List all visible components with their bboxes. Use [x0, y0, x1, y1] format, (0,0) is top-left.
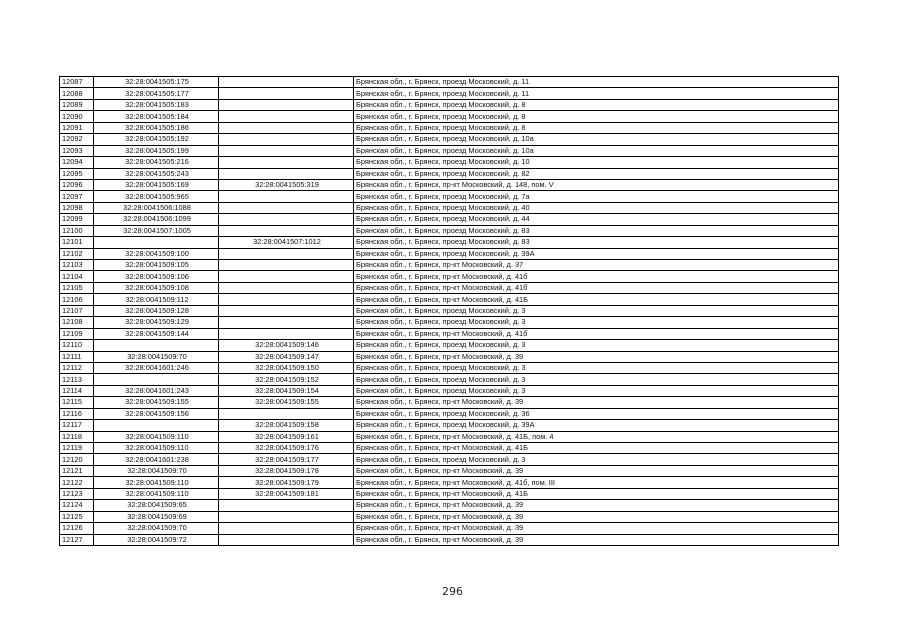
address-cell: Брянская обл., г. Брянск, проезд Московский, д. 8	[354, 111, 839, 122]
address-cell: Брянская обл., г. Брянск, пр-кт Московский, д. 39	[354, 523, 839, 534]
row-number-cell: 12108	[60, 317, 94, 328]
row-number-cell: 12091	[60, 122, 94, 133]
parent-cadastral-number-cell	[219, 202, 354, 213]
cadastral-number-cell: 32:28:0041505:177	[94, 88, 219, 99]
row-number-cell: 12089	[60, 99, 94, 110]
parent-cadastral-number-cell	[219, 511, 354, 522]
row-number-cell: 12114	[60, 385, 94, 396]
address-cell: Брянская обл., г. Брянск, проезд Московский, д. 3	[354, 317, 839, 328]
table-row	[60, 351, 839, 362]
table-row	[60, 523, 839, 534]
parent-cadastral-number-cell	[219, 500, 354, 511]
row-number-cell: 12088	[60, 88, 94, 99]
cadastral-number-cell: 32:28:0041509:70	[94, 523, 219, 534]
parent-cadastral-number-cell: 32:28:0041509:152	[219, 374, 354, 385]
cadastral-number-cell: 32:28:0041505:169	[94, 179, 219, 190]
table-row	[60, 534, 839, 545]
address-cell: Брянская обл., г. Брянск, пр-кт Московский, д. 39	[354, 511, 839, 522]
address-cell: Брянская обл., г. Брянск, пр-кт Московский, д. 41Б, пом. 4	[354, 431, 839, 442]
row-number-cell: 12109	[60, 328, 94, 339]
table-row	[60, 397, 839, 408]
table-row	[60, 157, 839, 168]
address-cell: Брянская обл., г. Брянск, проезд Московский, д. 3	[354, 362, 839, 373]
cadastral-number-cell: 32:28:0041509:72	[94, 534, 219, 545]
table-row	[60, 122, 839, 133]
parent-cadastral-number-cell: 32:28:0041509:155	[219, 397, 354, 408]
table-row	[60, 271, 839, 282]
parent-cadastral-number-cell: 32:28:0041509:146	[219, 340, 354, 351]
cadastral-number-cell: 32:28:0041509:110	[94, 488, 219, 499]
row-number-cell: 12095	[60, 168, 94, 179]
cadastral-number-cell: 32:28:0041509:110	[94, 431, 219, 442]
row-number-cell: 12110	[60, 340, 94, 351]
address-cell: Брянская обл., г. Брянск, проезд Московский, д. 8	[354, 122, 839, 133]
row-number-cell: 12123	[60, 488, 94, 499]
cadastral-number-cell	[94, 420, 219, 431]
table-row	[60, 465, 839, 476]
row-number-cell: 12097	[60, 191, 94, 202]
table-row	[60, 420, 839, 431]
parent-cadastral-number-cell	[219, 271, 354, 282]
cadastral-number-cell: 32:28:0041506:1088	[94, 202, 219, 213]
row-number-cell: 12103	[60, 260, 94, 271]
address-cell: Брянская обл., г. Брянск, проезд Московский, д. 3	[354, 385, 839, 396]
table-row	[60, 99, 839, 110]
row-number-cell: 12096	[60, 179, 94, 190]
cadastral-number-cell	[94, 374, 219, 385]
table-row	[60, 260, 839, 271]
table-row	[60, 237, 839, 248]
cadastral-number-cell: 32:28:0041509:105	[94, 260, 219, 271]
cadastral-number-cell: 32:28:0041509:144	[94, 328, 219, 339]
cadastral-number-cell: 32:28:0041505:184	[94, 111, 219, 122]
row-number-cell: 12126	[60, 523, 94, 534]
address-cell: Брянская обл., г. Брянск, проезд Московский, д. 3	[354, 454, 839, 465]
cadastral-number-cell: 32:28:0041509:110	[94, 477, 219, 488]
parent-cadastral-number-cell: 32:28:0041509:181	[219, 488, 354, 499]
table-row	[60, 443, 839, 454]
table-row	[60, 317, 839, 328]
table-row	[60, 294, 839, 305]
row-number-cell: 12094	[60, 157, 94, 168]
parent-cadastral-number-cell	[219, 168, 354, 179]
row-number-cell: 12111	[60, 351, 94, 362]
row-number-cell: 12098	[60, 202, 94, 213]
table-row	[60, 134, 839, 145]
cadastral-number-cell: 32:28:0041509:156	[94, 408, 219, 419]
table-row	[60, 362, 839, 373]
cadastral-number-cell: 32:28:0041509:129	[94, 317, 219, 328]
parent-cadastral-number-cell	[219, 408, 354, 419]
table-row	[60, 408, 839, 419]
cadastral-number-cell: 32:28:0041505:175	[94, 77, 219, 88]
table-row	[60, 431, 839, 442]
cadastral-number-cell: 32:28:0041509:110	[94, 443, 219, 454]
cadastral-number-cell: 32:28:0041601:246	[94, 362, 219, 373]
address-cell: Брянская обл., г. Брянск, пр-кт Московский, д. 41Б	[354, 294, 839, 305]
address-cell: Брянская обл., г. Брянск, пр-кт Московский, д. 41Б	[354, 488, 839, 499]
row-number-cell: 12093	[60, 145, 94, 156]
parent-cadastral-number-cell: 32:28:0041509:161	[219, 431, 354, 442]
parent-cadastral-number-cell	[219, 328, 354, 339]
address-cell: Брянская обл., г. Брянск, пр-кт Московский, д. 41б	[354, 328, 839, 339]
cadastral-table	[59, 76, 839, 546]
address-cell: Брянская обл., г. Брянск, проезд Московский, д. 3	[354, 374, 839, 385]
cadastral-number-cell: 32:28:0041506:1099	[94, 214, 219, 225]
parent-cadastral-number-cell	[219, 214, 354, 225]
address-cell: Брянская обл., г. Брянск, проезд Московский, д. 7а	[354, 191, 839, 202]
address-cell: Брянская обл., г. Брянск, проезд Московский, д. 83	[354, 237, 839, 248]
table-row	[60, 328, 839, 339]
address-cell: Брянская обл., г. Брянск, пр-кт Московский, д. 41б, пом. III	[354, 477, 839, 488]
table-row	[60, 374, 839, 385]
parent-cadastral-number-cell	[219, 99, 354, 110]
parent-cadastral-number-cell: 32:28:0041509:179	[219, 477, 354, 488]
row-number-cell: 12106	[60, 294, 94, 305]
parent-cadastral-number-cell: 32:28:0041509:178	[219, 465, 354, 476]
cadastral-number-cell: 32:28:0041509:100	[94, 248, 219, 259]
cadastral-number-cell: 32:28:0041509:70	[94, 465, 219, 476]
cadastral-number-cell	[94, 237, 219, 248]
parent-cadastral-number-cell: 32:28:0041509:150	[219, 362, 354, 373]
parent-cadastral-number-cell	[219, 191, 354, 202]
address-cell: Брянская обл., г. Брянск, проезд Московский, д. 39А	[354, 420, 839, 431]
row-number-cell: 12127	[60, 534, 94, 545]
parent-cadastral-number-cell	[219, 317, 354, 328]
address-cell: Брянская обл., г. Брянск, пр-кт Московский, д. 148, пом. V	[354, 179, 839, 190]
table-row	[60, 385, 839, 396]
cadastral-number-cell: 32:28:0041509:155	[94, 397, 219, 408]
cadastral-number-cell: 32:28:0041505:199	[94, 145, 219, 156]
parent-cadastral-number-cell	[219, 111, 354, 122]
parent-cadastral-number-cell	[219, 282, 354, 293]
page-number: 296	[442, 585, 463, 598]
cadastral-number-cell: 32:28:0041509:112	[94, 294, 219, 305]
cadastral-number-cell: 32:28:0041601:238	[94, 454, 219, 465]
cadastral-number-cell: 32:28:0041505:192	[94, 134, 219, 145]
address-cell: Брянская обл., г. Брянск, проезд Московский, д. 3	[354, 340, 839, 351]
cadastral-number-cell: 32:28:0041505:186	[94, 122, 219, 133]
table-row	[60, 168, 839, 179]
table-row	[60, 202, 839, 213]
row-number-cell: 12090	[60, 111, 94, 122]
parent-cadastral-number-cell	[219, 77, 354, 88]
row-number-cell: 12120	[60, 454, 94, 465]
cadastral-number-cell: 32:28:0041509:65	[94, 500, 219, 511]
address-cell: Брянская обл., г. Брянск, проезд Московский, д. 40	[354, 202, 839, 213]
address-cell: Брянская обл., г. Брянск, проезд Московский, д. 36	[354, 408, 839, 419]
table-row	[60, 191, 839, 202]
table-body	[60, 77, 839, 546]
row-number-cell: 12087	[60, 77, 94, 88]
address-cell: Брянская обл., г. Брянск, проезд Московский, д. 10а	[354, 145, 839, 156]
cadastral-number-cell: 32:28:0041505:965	[94, 191, 219, 202]
parent-cadastral-number-cell	[219, 534, 354, 545]
table-row	[60, 179, 839, 190]
row-number-cell: 12112	[60, 362, 94, 373]
parent-cadastral-number-cell	[219, 88, 354, 99]
table-row	[60, 511, 839, 522]
table-row	[60, 111, 839, 122]
address-cell: Брянская обл., г. Брянск, проезд Московский, д. 11	[354, 77, 839, 88]
parent-cadastral-number-cell: 32:28:0041507:1012	[219, 237, 354, 248]
table-row	[60, 77, 839, 88]
table-row	[60, 214, 839, 225]
address-cell: Брянская обл., г. Брянск, пр-кт Московский, д. 41Б	[354, 443, 839, 454]
row-number-cell: 12116	[60, 408, 94, 419]
address-cell: Брянская обл., г. Брянск, пр-кт Московский, д. 39	[354, 351, 839, 362]
parent-cadastral-number-cell	[219, 134, 354, 145]
parent-cadastral-number-cell: 32:28:0041509:177	[219, 454, 354, 465]
row-number-cell: 12100	[60, 225, 94, 236]
table-row	[60, 340, 839, 351]
table-row	[60, 477, 839, 488]
row-number-cell: 12117	[60, 420, 94, 431]
parent-cadastral-number-cell	[219, 225, 354, 236]
row-number-cell: 12092	[60, 134, 94, 145]
parent-cadastral-number-cell	[219, 523, 354, 534]
parent-cadastral-number-cell	[219, 122, 354, 133]
address-cell: Брянская обл., г. Брянск, пр-кт Московский, д. 39	[354, 500, 839, 511]
address-cell: Брянская обл., г. Брянск, проезд Московский, д. 10а	[354, 134, 839, 145]
cadastral-number-cell: 32:28:0041507:1005	[94, 225, 219, 236]
table-row	[60, 145, 839, 156]
row-number-cell: 12118	[60, 431, 94, 442]
parent-cadastral-number-cell: 32:28:0041509:147	[219, 351, 354, 362]
address-cell: Брянская обл., г. Брянск, проезд Московский, д. 44	[354, 214, 839, 225]
address-cell: Брянская обл., г. Брянск, пр-кт Московский, д. 39	[354, 534, 839, 545]
parent-cadastral-number-cell: 32:28:0041509:176	[219, 443, 354, 454]
row-number-cell: 12102	[60, 248, 94, 259]
row-number-cell: 12115	[60, 397, 94, 408]
parent-cadastral-number-cell: 32:28:0041509:154	[219, 385, 354, 396]
row-number-cell: 12099	[60, 214, 94, 225]
row-number-cell: 12104	[60, 271, 94, 282]
address-cell: Брянская обл., г. Брянск, проезд Московский, д. 83	[354, 225, 839, 236]
address-cell: Брянская обл., г. Брянск, проезд Московский, д. 82	[354, 168, 839, 179]
cadastral-number-cell: 32:28:0041505:183	[94, 99, 219, 110]
row-number-cell: 12107	[60, 305, 94, 316]
address-cell: Брянская обл., г. Брянск, проезд Московский, д. 8	[354, 99, 839, 110]
cadastral-number-cell: 32:28:0041509:106	[94, 271, 219, 282]
row-number-cell: 12125	[60, 511, 94, 522]
parent-cadastral-number-cell	[219, 248, 354, 259]
cadastral-number-cell: 32:28:0041505:216	[94, 157, 219, 168]
cadastral-number-cell: 32:28:0041509:128	[94, 305, 219, 316]
parent-cadastral-number-cell: 32:28:0041505:319	[219, 179, 354, 190]
address-cell: Брянская обл., г. Брянск, проезд Московский, д. 10	[354, 157, 839, 168]
table-row	[60, 225, 839, 236]
address-cell: Брянская обл., г. Брянск, пр-кт Московский, д. 37	[354, 260, 839, 271]
row-number-cell: 12113	[60, 374, 94, 385]
address-cell: Брянская обл., г. Брянск, пр-кт Московский, д. 39	[354, 397, 839, 408]
address-cell: Брянская обл., г. Брянск, проезд Московский, д. 39А	[354, 248, 839, 259]
row-number-cell: 12101	[60, 237, 94, 248]
parent-cadastral-number-cell	[219, 145, 354, 156]
cadastral-number-cell	[94, 340, 219, 351]
row-number-cell: 12105	[60, 282, 94, 293]
parent-cadastral-number-cell	[219, 157, 354, 168]
address-cell: Брянская обл., г. Брянск, проезд Московский, д. 3	[354, 305, 839, 316]
parent-cadastral-number-cell	[219, 294, 354, 305]
table-row	[60, 282, 839, 293]
table-row	[60, 248, 839, 259]
cadastral-number-cell: 32:28:0041509:70	[94, 351, 219, 362]
address-cell: Брянская обл., г. Брянск, проезд Московский, д. 11	[354, 88, 839, 99]
row-number-cell: 12121	[60, 465, 94, 476]
table-row	[60, 488, 839, 499]
address-cell: Брянская обл., г. Брянск, пр-кт Московский, д. 41б	[354, 282, 839, 293]
table-row	[60, 454, 839, 465]
cadastral-number-cell: 32:28:0041601:243	[94, 385, 219, 396]
cadastral-number-cell: 32:28:0041509:108	[94, 282, 219, 293]
parent-cadastral-number-cell	[219, 260, 354, 271]
parent-cadastral-number-cell	[219, 305, 354, 316]
row-number-cell: 12119	[60, 443, 94, 454]
row-number-cell: 12122	[60, 477, 94, 488]
table-row	[60, 305, 839, 316]
parent-cadastral-number-cell: 32:28:0041509:158	[219, 420, 354, 431]
address-cell: Брянская обл., г. Брянск, пр-кт Московский, д. 39	[354, 465, 839, 476]
row-number-cell: 12124	[60, 500, 94, 511]
cadastral-number-cell: 32:28:0041505:243	[94, 168, 219, 179]
cadastral-number-cell: 32:28:0041509:69	[94, 511, 219, 522]
table-row	[60, 88, 839, 99]
table-row	[60, 500, 839, 511]
address-cell: Брянская обл., г. Брянск, пр-кт Московский, д. 41б	[354, 271, 839, 282]
